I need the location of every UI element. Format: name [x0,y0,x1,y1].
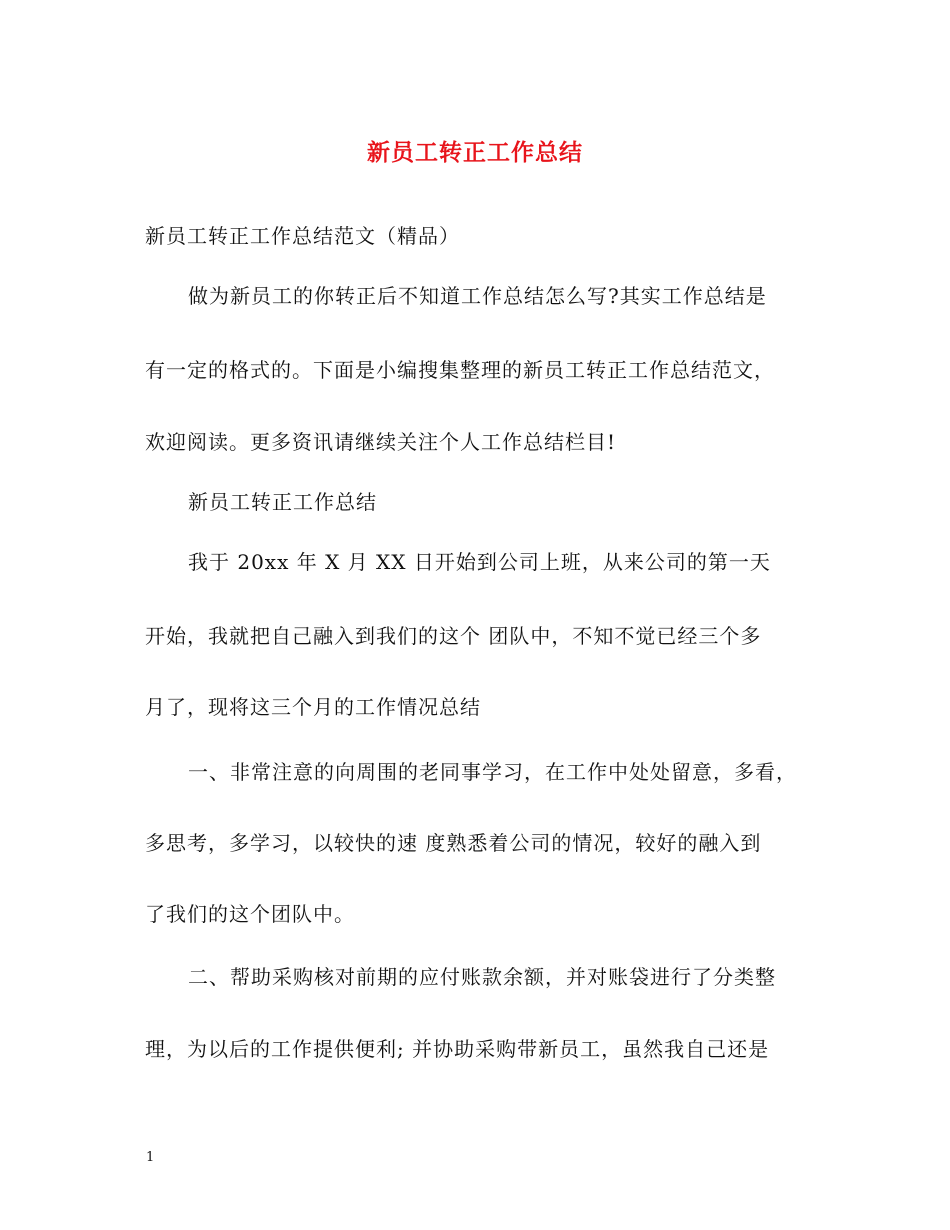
paragraph-line: 了我们的这个团队中。 [145,902,355,926]
paragraph-line: 理，为以后的工作提供便利; 并协助采购带新员工，虽然我自己还是 [145,1037,770,1061]
page-number: 1 [146,1150,155,1165]
paragraph-line: 开始，我就把自己融入到我们的这个 团队中，不知不觉已经三个多 [145,624,762,648]
subtitle-line: 新员工转正工作总结范文（精品） [145,224,460,248]
paragraph-line: 二、帮助采购核对前期的应付账款余额，并对账袋进行了分类整 [188,965,776,989]
section-heading: 新员工转正工作总结 [188,490,377,514]
paragraph-line: 做为新员工的你转正后不知道工作总结怎么写?其实工作总结是 [188,284,767,308]
paragraph-line: 我于 20xx 年 X 月 XX 日开始到公司上班，从来公司的第一天 [188,550,771,574]
paragraph-line: 月了，现将这三个月的工作情况总结 [145,695,481,719]
paragraph-line: 一、非常注意的向周围的老同事学习，在工作中处处留意，多看， [188,760,797,784]
paragraph-line: 有一定的格式的。下面是小编搜集整理的新员工转正工作总结范文， [145,358,775,382]
paragraph-line: 欢迎阅读。更多资讯请继续关注个人工作总结栏目! [145,430,617,454]
document-title: 新员工转正工作总结 [367,139,583,166]
paragraph-line: 多思考，多学习，以较快的速 度熟悉着公司的情况，较好的融入到 [145,831,762,855]
